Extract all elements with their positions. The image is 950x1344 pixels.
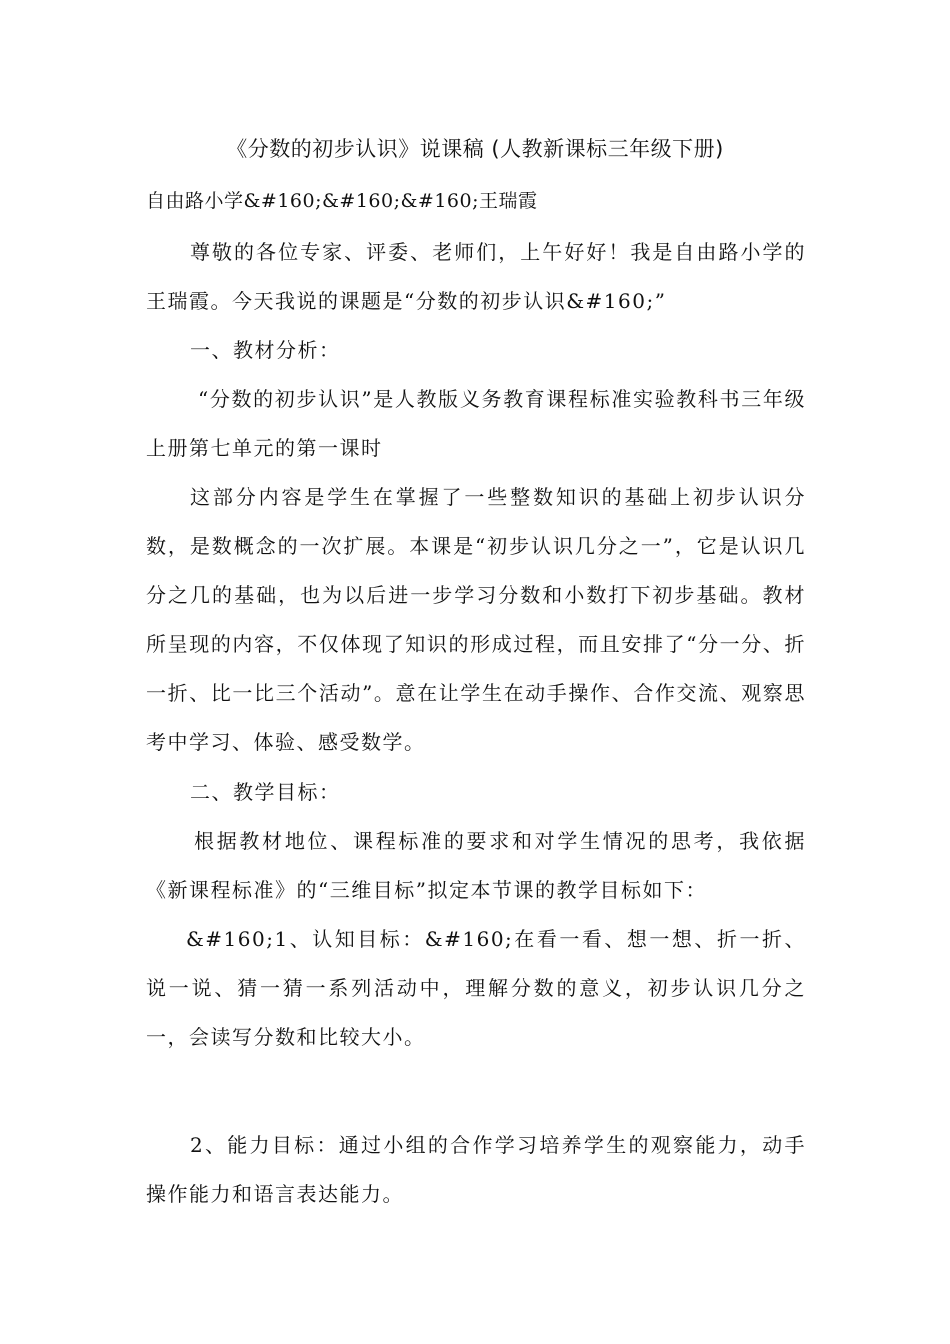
goal-ability-paragraph: 2、能力目标：通过小组的合作学习培养学生的观察能力，动手操作能力和语言表达能力。 xyxy=(146,1133,806,1206)
material-paragraph-1: “分数的初步认识”是人教版义务教育课程标准实验教科书三年级上册第七单元的第一课时 xyxy=(146,387,806,460)
section-heading-material-analysis: 一、教材分析： xyxy=(190,338,341,362)
document-title: 《分数的初步认识》说课稿 (人教新课标三年级下册) xyxy=(226,137,724,161)
material-paragraph-2: 这部分内容是学生在掌握了一些整数知识的基础上初步认识分数，是数概念的一次扩展。本课是“初步认识几分之一”，它是认识几分之几的基础，也为以后进一步学习分数和小数打下初步基础。教材所呈现的内容，不仅体现了知识的形成过程，而且安排了“分一分、折一折、比一比三个活动”。意在让学生在动手操作、合作交流、观察思考中学习、体验、感受数学。 xyxy=(146,485,806,754)
goal-cognitive-paragraph: &#160;1、认知目标：&#160;在看一看、想一想、折一折、说一说、猜一猜一系列活动中，理解分数的意义，初步认识几分之一，会读写分数和比较大小。 xyxy=(146,927,806,1049)
goals-intro-paragraph: 根据教材地位、课程标准的要求和对学生情况的思考，我依据《新课程标准》的“三维目标”拟定本节课的教学目标如下： xyxy=(146,829,806,902)
section-heading-teaching-goals: 二、教学目标： xyxy=(190,780,341,804)
intro-paragraph: 尊敬的各位专家、评委、老师们，上午好好！我是自由路小学的王瑞霞。今天我说的课题是“分数的初步认识&#160;” xyxy=(146,240,806,313)
author-line: 自由路小学&#160;&#160;&#160;王瑞霞 xyxy=(146,190,538,212)
